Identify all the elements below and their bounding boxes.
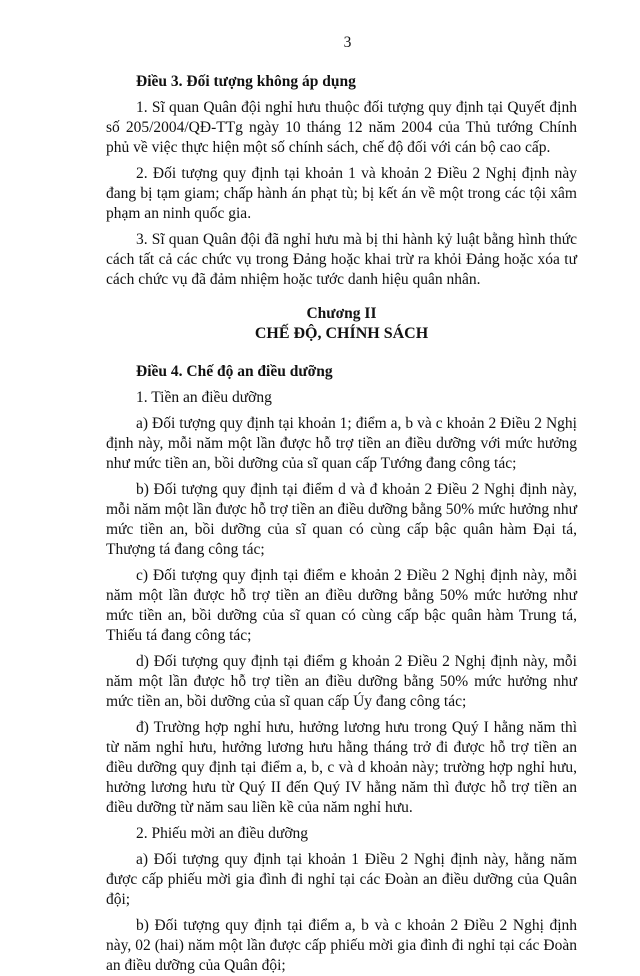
section-1-item-b: b) Đối tượng quy định tại điểm d và đ khoản 2 Điều 2 Nghị định này, mỗi năm một lần được hỗ trợ tiền an điều dưỡng bằng 50% mức hưởng như mức tiền an, bồi dưỡng của sĩ quan có cùng cấp bậc quân hàm Đại tá, Thượng tá đang công tác; [106, 481, 577, 558]
section-1-title: 1. Tiền an điều dưỡng [136, 389, 272, 406]
page-number: 3 [343, 34, 352, 51]
article-3-paragraph-2: 2. Đối tượng quy định tại khoản 1 và khoản 2 Điều 2 Nghị định này đang bị tạm giam; chấp hành án phạt tù; bị kết án về một trong các tội xâm phạm an ninh quốc gia. [106, 165, 577, 222]
article-3-paragraph-3: 3. Sĩ quan Quân đội đã nghỉ hưu mà bị thi hành kỷ luật bằng hình thức cách tất cả các chức vụ trong Đảng hoặc khai trừ ra khỏi Đảng hoặc xóa tư cách chức vụ đã đảm nhiệm hoặc tước danh hiệu quân nhân. [106, 231, 577, 288]
article-3-paragraph-1: 1. Sĩ quan Quân đội nghỉ hưu thuộc đối tượng quy định tại Quyết định số 205/2004/QĐ-TTg ngày 10 tháng 12 năm 2004 của Thủ tướng Chính phủ về việc thực hiện một số chính sách, chế độ đối với cán bộ cao cấp. [106, 99, 577, 156]
article-3-heading: Điều 3. Đối tượng không áp dụng [136, 73, 356, 90]
section-1-item-d: d) Đối tượng quy định tại điểm g khoản 2 Điều 2 Nghị định này, mỗi năm một lần được hỗ trợ tiền an điều dưỡng bằng 50% mức hưởng như mức tiền an, bồi dưỡng của sĩ quan cấp Úy đang công tác; [106, 653, 577, 710]
section-1-item-a: a) Đối tượng quy định tại khoản 1; điểm a, b và c khoản 2 Điều 2 Nghị định này, mỗi năm một lần được hỗ trợ tiền an điều dưỡng với mức hưởng như mức tiền an, bồi dưỡng của sĩ quan cấp Tướng đang công tác; [106, 415, 577, 472]
section-2-item-a: a) Đối tượng quy định tại khoản 1 Điều 2 Nghị định này, hằng năm được cấp phiếu mời gia đình đi nghỉ tại các Đoàn an điều dưỡng của Quân đội; [106, 851, 577, 908]
section-1-item-c: c) Đối tượng quy định tại điểm e khoản 2 Điều 2 Nghị định này, mỗi năm một lần được hỗ trợ tiền an điều dưỡng bằng 50% mức hưởng như mức tiền an, bồi dưỡng của sĩ quan có cùng cấp bậc quân hàm Trung tá, Thiếu tá đang công tác; [106, 567, 577, 644]
chapter-label: Chương II [306, 305, 377, 322]
section-2-item-b: b) Đối tượng quy định tại điểm a, b và c khoản 2 Điều 2 Nghị định này, 02 (hai) năm một lần được cấp phiếu mời gia đình đi nghỉ tại các Đoàn an điều dưỡng của Quân đội; [106, 917, 577, 974]
section-2-title: 2. Phiếu mời an điều dưỡng [136, 825, 309, 842]
section-1-item-dd: đ) Trường hợp nghỉ hưu, hưởng lương hưu trong Quý I hằng năm thì từ năm nghỉ hưu, hưởng lương hưu hằng tháng trở đi được hỗ trợ tiền an điều dưỡng quy định tại điểm a, b, c và d khoản này; trường hợp nghỉ hưu, hưởng lương hưu từ Quý II đến Quý IV hằng năm thì được hỗ trợ tiền an điều dưỡng từ năm sau liền kề của năm nghỉ hưu. [106, 719, 577, 816]
chapter-title: CHẾ ĐỘ, CHÍNH SÁCH [254, 325, 429, 342]
article-4-heading: Điều 4. Chế độ an điều dưỡng [136, 363, 333, 380]
